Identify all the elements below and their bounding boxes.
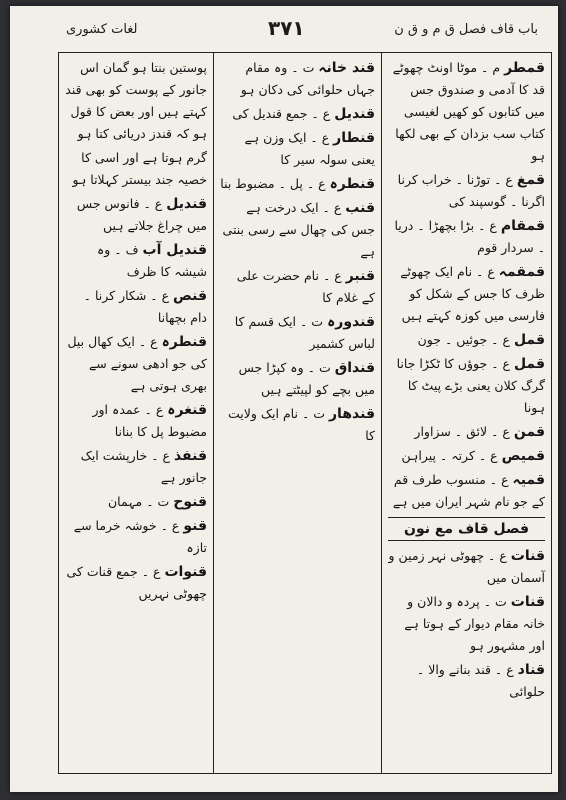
dictionary-entry [220, 173, 375, 195]
left-column [59, 53, 213, 773]
entry-definition: ت ۔ پردہ و دالان و خانہ مقام دیوار کے ہوتا ہے اور مشہور ہو [404, 594, 545, 653]
dictionary-entry [388, 329, 545, 351]
entry-headword: قمغ [516, 172, 545, 188]
entry-headword: قمقمہ [498, 264, 545, 280]
header-book-title: لغات کشوری [66, 22, 138, 37]
entry-headword: قند خانہ [318, 60, 375, 76]
dictionary-entry [388, 659, 545, 703]
entry-definition: ع ۔ ایک کھال بیل کی جو ادھی سونے سے بھری ہوتی ہے [67, 334, 207, 393]
entry-definition: ت ۔ ایک قسم کا لباس کشمیر [234, 314, 375, 351]
entry-headword: قندیل آب [142, 242, 207, 258]
entry-headword: قمل [513, 356, 545, 372]
entry-headword: قمیہ [512, 472, 545, 488]
entry-definition: ت ۔ وہ کپڑا جس میں بچے کو لپیٹتے ہیں [238, 360, 375, 397]
dictionary-entry [388, 445, 545, 467]
dictionary-entry [65, 515, 207, 559]
dictionary-entry [388, 169, 545, 213]
entry-definition: ع ۔ کرتہ ۔ پیراہن [401, 448, 498, 463]
middle-column [213, 53, 381, 773]
entry-headword: قندھار [329, 406, 375, 422]
entry-definition: ع ۔ توڑنا ۔ خراب کرنا اگرنا ۔ گوسپند کی [397, 172, 545, 209]
entry-headword: قنطرہ [161, 334, 207, 350]
entry-headword: قنات [510, 548, 545, 564]
dictionary-page [10, 6, 558, 792]
entry-headword: قندیل [166, 196, 207, 212]
entry-definition: ع ۔ ایک درخت ہے جس کی چھال سے رسی بنتی ہے [222, 200, 375, 259]
entry-headword: قندورہ [327, 314, 375, 330]
entry-definition: گرم ہوتا ہے اور اسی کا خصیہ جند بیستر کہلاتا ہو [72, 150, 207, 187]
dictionary-entry [388, 261, 545, 327]
header-chapter-title: باب قاف فصل ق م و ق ن [394, 22, 538, 37]
dictionary-entry [220, 57, 375, 101]
entry-definition: ع ۔ شکار کرنا ۔ دام بچھانا [83, 288, 207, 325]
dictionary-entry [65, 445, 207, 489]
dictionary-entry [220, 311, 375, 355]
dictionary-entry [388, 421, 545, 443]
entry-definition: ع ۔ جوئیں ۔ جون [417, 332, 510, 347]
entry-definition: ع ۔ جمع قندیل کی [232, 106, 331, 121]
entry-definition: ت ۔ نام ایک ولایت کا [227, 406, 375, 443]
entry-headword: قنبر [345, 268, 375, 284]
entry-definition: ع ۔ خوشہ خرما سے تازہ [73, 518, 207, 555]
entry-definition: ع ۔ بڑا بچھڑا ۔ دریا ۔ سردار قوم [394, 218, 545, 255]
entry-headword: قنب [345, 200, 375, 216]
dictionary-entry [220, 357, 375, 401]
dictionary-entry [65, 239, 207, 283]
entry-definition: ف ۔ وہ شیشہ کا ظرف [96, 242, 207, 279]
section-heading: فصل قاف مع نون [388, 517, 545, 541]
entry-headword: قنطار [333, 130, 375, 146]
dictionary-entry [388, 469, 545, 513]
entry-definition: ع ۔ لائق ۔ سزاوار [414, 424, 510, 439]
dictionary-entry [220, 127, 375, 171]
entry-headword: قندیل [334, 106, 375, 122]
entry-headword: قنداق [334, 360, 375, 376]
entry-definition: ع ۔ فانوس جس میں چراغ جلاتے ہیں [76, 196, 207, 233]
entry-headword: قنوات [164, 564, 207, 580]
entry-definition: ت ۔ مہمان [107, 494, 170, 509]
entry-definition: ع ۔ پل ۔ مضبوط بنا [220, 176, 326, 191]
entry-definition: ع ۔ جوؤں کا ٹکڑا جانا گرگ کلان یعنی بڑے پیٹ کا ہونا [396, 356, 545, 415]
entry-definition: ع ۔ منسوب طرف قم کے جو نام شہر ایران میں ہے [392, 472, 545, 509]
entry-definition: پوستین بنتا ہو گمان اس جانور کے پوست کو بھی قند کہتے ہیں اور بعض کا قول ہو کہ قندز دریائی کتا ہو [65, 60, 207, 141]
right-column [381, 53, 551, 773]
entry-headword: قنطرہ [329, 176, 375, 192]
dictionary-entry [65, 147, 207, 191]
dictionary-entry [65, 57, 207, 145]
dictionary-entry [65, 331, 207, 397]
entry-headword: قمطر [504, 60, 545, 76]
entry-headword: قنص [173, 288, 207, 304]
entry-definition: ع ۔ چھوٹی نہر زمین و آسمان میں [388, 548, 545, 585]
entry-definition: ع ۔ نام حضرت علی کے غلام کا [236, 268, 375, 305]
entry-definition: ع ۔ نام ایک چھوٹے ظرف کا جس کے شکل کو فارسی میں کوزہ کہتے ہیں [400, 264, 545, 323]
dictionary-entry [220, 403, 375, 447]
entry-definition: ع ۔ ایک وزن ہے یعنی سولہ سیر کا [244, 130, 375, 167]
entry-definition: ع ۔ خارپشت ایک جانور ہے [80, 448, 207, 485]
entry-headword: قنفذ [173, 448, 207, 464]
dictionary-entry [65, 193, 207, 237]
page-header [10, 16, 558, 56]
entry-headword: قنات [510, 594, 545, 610]
dictionary-entry [65, 285, 207, 329]
entry-headword: قنو [183, 518, 207, 534]
dictionary-entry [388, 545, 545, 589]
dictionary-entry [220, 103, 375, 125]
text-frame [58, 52, 552, 774]
entry-headword: قنوح [173, 494, 207, 510]
dictionary-entry [220, 197, 375, 263]
entry-headword: قنغرہ [167, 402, 207, 418]
entry-headword: قمن [513, 424, 545, 440]
entry-definition: م ۔ موٹا اونٹ چھوٹے قد کا آدمی و صندوق جس میں کتابوں کو کھیں لغیسی کتاب سب بزدان کے بھی لکھا ہو [392, 60, 545, 163]
page-number: ۳۷۱ [268, 16, 305, 40]
dictionary-entry [220, 265, 375, 309]
dictionary-entry [388, 353, 545, 419]
dictionary-entry [388, 215, 545, 259]
entry-headword: قناد [517, 662, 545, 678]
dictionary-entry [388, 591, 545, 657]
entry-definition: ع ۔ قند بنانے والا ۔ حلوائی [416, 662, 545, 699]
entry-headword: قمقام [500, 218, 545, 234]
dictionary-entry [65, 491, 207, 513]
entry-definition: ع ۔ جمع قنات کی چھوٹی نہریں [66, 564, 207, 601]
dictionary-entry [65, 561, 207, 605]
entry-definition: ت ۔ وہ مقام جہاں حلوائی کی دکان ہو [240, 60, 375, 97]
dictionary-entry [65, 399, 207, 443]
entry-headword: قمل [513, 332, 545, 348]
dictionary-entry [388, 57, 545, 167]
entry-definition: ع ۔ عمدہ اور مضبوط پل کا بنانا [92, 402, 207, 439]
entry-headword: قمیص [501, 448, 545, 464]
